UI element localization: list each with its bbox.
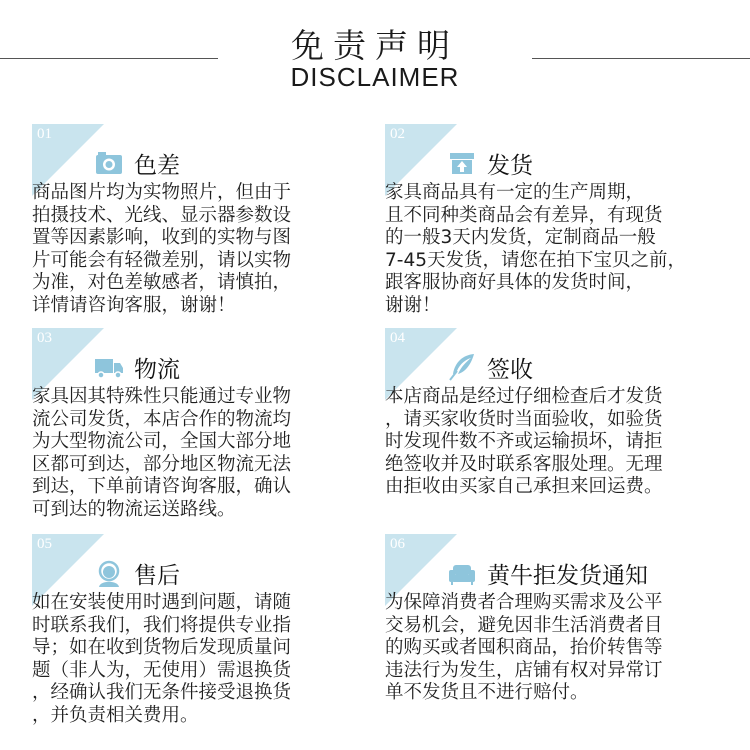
card-body: 本店商品是经过仔细检查后才发货 ，请买家收货时当面验收，如验货 时发现件数不齐或运输损坏，请拒 绝签收并及时联系客服处理。无理 由拒收由买家自己承担来回运费。 xyxy=(385,386,663,497)
card-number: 05 xyxy=(37,536,52,552)
camera-icon xyxy=(94,148,124,178)
card-number: 03 xyxy=(37,330,52,346)
page-title: 免责声明 xyxy=(291,26,459,65)
card-after-sales xyxy=(32,534,372,734)
card-body: 商品图片均为实物照片，但由于 拍摄技术、光线、显示器参数设 置等因素影响，收到的实物与图 片可能会有轻微差别，请以实物 为准，对色差敏感者，请慎拍， 详情请咨询客服，谢谢！ xyxy=(32,182,292,316)
card-number: 02 xyxy=(390,126,405,142)
card-title: 物流 xyxy=(134,356,180,383)
card-body: 为保障消费者合理购买需求及公平 交易机会，避免因非生活消费者目 的购买或者囤积商品，抬价转售等 违法行为发生，店铺有权对异常订 单不发货且不进行赔付。 xyxy=(385,592,663,703)
card-sign-for xyxy=(385,328,725,528)
card-logistics xyxy=(32,328,372,528)
card-number: 06 xyxy=(390,536,405,552)
card-shipping xyxy=(385,124,725,324)
card-title: 色差 xyxy=(134,152,180,179)
card-number: 04 xyxy=(390,330,405,346)
card-body: 家具商品具有一定的生产周期， 且不同种类商品会有差异，有现货 的一般3天内发货，定制商品一般 7-45天发货，请您在拍下宝贝之前， 跟客服协商好具体的发货时间， 谢谢！ xyxy=(385,182,686,316)
card-number: 01 xyxy=(37,126,52,142)
card-scalper-notice xyxy=(385,534,725,734)
package-upload-icon xyxy=(447,148,477,178)
card-title: 签收 xyxy=(487,356,533,383)
card-body: 家具因其特殊性只能通过专业物 流公司发货，本店合作的物流均 为大型物流公司，全国大部分地 区都可到达，部分地区物流无法 到达，下单前请咨询客服，确认 可到达的物流运送路线。 xyxy=(32,386,292,520)
card-title: 售后 xyxy=(134,562,180,589)
customer-service-icon xyxy=(94,558,124,588)
sofa-icon xyxy=(447,558,477,588)
card-color-difference xyxy=(32,124,372,324)
feather-pen-icon xyxy=(447,352,477,382)
delivery-truck-icon xyxy=(94,352,124,382)
card-body: 如在安装使用时遇到问题，请随 时联系我们，我们将提供专业指 导；如在收到货物后发现质量问 题（非人为，无使用）需退换货 ，经确认我们无条件接受退换货 ，并负责相关费用。 xyxy=(32,592,292,726)
page-subtitle: DISCLAIMER xyxy=(290,62,460,92)
card-title: 发货 xyxy=(487,152,533,179)
card-title: 黄牛拒发货通知 xyxy=(487,562,648,589)
